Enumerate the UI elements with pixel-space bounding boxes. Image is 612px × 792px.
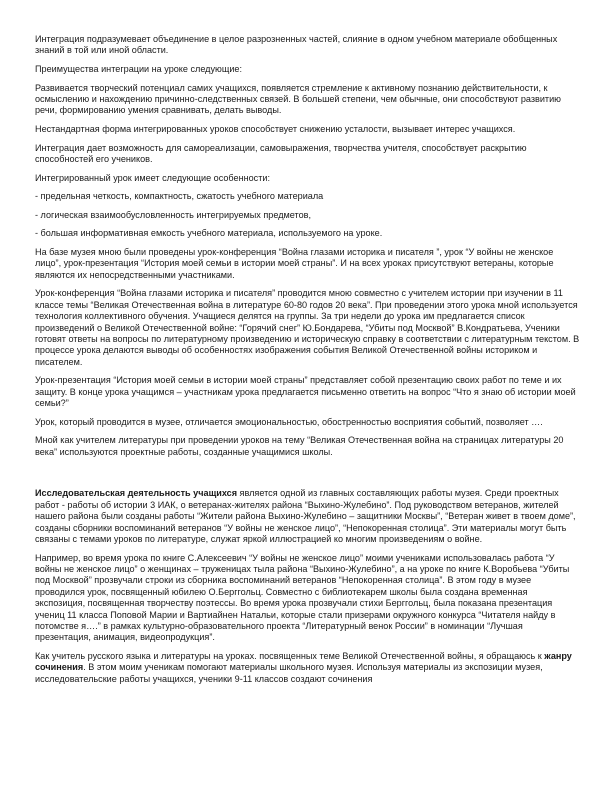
paragraph-museum-emotion: Урок, который проводится в музее, отличается эмоциональностью, обостренностью восприятия событий, позволяет …. [35, 416, 543, 427]
research-bold-lead: Исследовательская деятельность учащихся [35, 488, 238, 499]
paragraph-museum-lessons: На базе музея мною были проведены урок-конференция “Война глазами историка и писателя ”, урок “У войны не женское лицо”, урок-презентация “История моей семьи в истории моей страны”. И на всех уроках присутствуют ветераны, которые являются их непосредственными участниками. [35, 246, 554, 280]
paragraph-presentation-lesson: Урок-презентация “История моей семьи в истории моей страны” представляет собой презентацию своих работ по теме и их защиту. В конце урока учащимся – участникам урока предлагается письменно ответить на вопрос “Что я знаю об истории моей семьи?” [35, 375, 576, 409]
essay-text-before: Как учитель русского языка и литературы на уроках. посвященных теме Великой Отечественной войны, я обращаюсь к [35, 651, 545, 662]
section-gap [35, 465, 580, 488]
paragraph-research-activity [35, 488, 580, 545]
research-text: является одной из главных составляющих работы музея. Среди проектных работ - работы об истории 3 ИАК, о ветеранах-жителях района “Выхино-Жулебино”. Под руководством ветеранов, жителей нашего района были созданы работы “Жители района Выхино-Жулебино – защитники Москвы”, “Ветеран живет в твоем доме”, созданы сборники воспоминаний ветеранов “У войны не женское лицо”, “Непокоренная столица”. Эти материалы могут быть связаны с темами уроков по литературе, служат яркой иллюстрацией ко многим произведениям о войне. [35, 488, 576, 545]
paragraph-nonstandard-form: Нестандартная форма интегрированных уроков способствует снижению усталости, вызывает интерес учащихся. [35, 124, 516, 134]
paragraph-integration-definition: Интеграция подразумевает объединение в целое разрозненных частей, слияние в одном учебном материале обобщенных знаний в той или иной области. [35, 34, 558, 56]
paragraph-project-works: Мной как учителем литературы при проведении уроков на тему “Великая Отечественная война на страницах литературы 20 века” используются проектные работы, созданные учащимися школы. [35, 435, 564, 457]
paragraph-advantages-heading: Преимущества интеграции на уроке следующие: [35, 64, 243, 74]
paragraph-creative-potential: Развивается творческий потенциал самих учащихся, появляется стремление к активному познанию действительности, к осмыслению и нахождению причинно-следственных связей. В большей степени, чем обычные, они способствуют развитию речи, формированию умения сравнивать, делать выводы. [35, 82, 562, 116]
paragraph-example: Например, во время урока по книге С.Алексеевич “У войны не женское лицо” моими учениками использовалась работа “У войны не женское лицо” о женщинах – труженицах тыла района “Выхино-Жулебино”, а на уроке по книге К.Воробьева “Убиты под Москвой” прозвучали строки из сборника воспоминаний ветеранов “Непокоренная столица”. В этом году в музее проводился урок, посвященный юбилею О.Берггольц. Совместно с библиотекарем школы была создана временная экспозиция, посвященная творчеству поэтессы. Во время урока прозвучали стихи Берггольц, была показана презентация учениц 11 класса Поповой Марии и Вартиайнен Натальи, которые стали призерами окружного конкурса “Читателя найду в потомстве я….” в рамках культурно-образовательного проекта “Литературный венок России” в номинации “Лучшая презентация, анимация, видеопродукция”. [35, 552, 570, 643]
list-item-logic: - логическая взаимообусловленность интегрируемых предметов, [35, 209, 312, 220]
paragraph-conference-lesson: Урок-конференция “Война глазами историка и писателя” проводится мною совместно с учителем истории при изучении в 11 классе темы “Великая Отечественная война в литературе 60-80 годов 20 века”. При проведении этого урока мной используется технология коллективного обучения. Учащиеся делятся на группы. За три недели до урока им предлагается список произведений о Великой Отечественной войне: “Горячий снег” Ю.Бондарева, “Убиты под Москвой” В.Кондратьева, Ученики готовят ответы на вопросы по литературному произведению и историческую справку в соответствии с литературным текстом. В процессе урока делаются выводы об особенностях изображения события Великой Отечественной войны историком и писателем. [35, 288, 580, 367]
paragraph-essay-genre [35, 651, 580, 685]
document-page [35, 34, 580, 692]
paragraph-features-heading: Интегрированный урок имеет следующие особенности: [35, 172, 270, 183]
essay-text-after: . В этом моим ученикам помогают материалы школьного музея. Используя материалы из экспозиции музея, исследовательские работы учащихся, ученики 9-11 классов создают сочинения [35, 662, 543, 684]
paragraph-self-realization: Интеграция дает возможность для самореализации, самовыражения, творчества учителя, способствует раскрытию способностей его учеников. [35, 142, 527, 164]
list-item-informative: - большая информативная емкость учебного материала, используемого на уроке. [35, 228, 383, 239]
essay-bold-genre: жанру сочинения [35, 651, 572, 673]
list-item-clarity: - предельная четкость, компактность, сжатость учебного материала [35, 191, 324, 202]
